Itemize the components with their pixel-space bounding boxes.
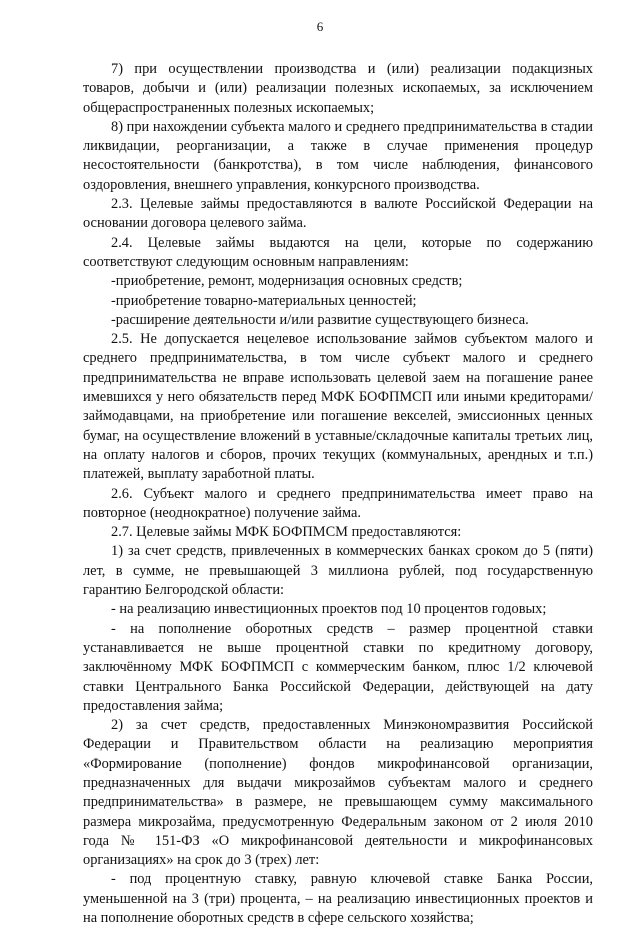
list-item-working-capital: - на пополнение оборотных средств – размер процентной ставки устанавливается не выше процентной ставки по кредитному договору, заключённому МФК БОФПМСП с коммерческим банком, плюс 1/2 ключевой ставки Центрального Банка Российской Федерации, действующей на дату предоставления займа; bbox=[83, 620, 593, 714]
list-item-inventory: -приобретение товарно-материальных ценностей; bbox=[111, 292, 417, 309]
list-item-investment-projects: - на реализацию инвестиционных проектов под 10 процентов годовых; bbox=[111, 601, 547, 618]
list-item-business-expansion: -расширение деятельности и/или развитие существующего бизнеса. bbox=[111, 311, 529, 328]
paragraph-item-7: 7) при осуществлении производства и (или) реализации подакцизных товаров, добычи и (или) реализации полезных ископаемых, за исключением общераспространенных полезных ископаемых; bbox=[83, 61, 593, 116]
paragraph-2-5: 2.5. Не допускается нецелевое использование займов субъектом малого и среднего предпринимательства, в том числе субъект малого и среднего предпринимательства не вправе использовать целевой заем на погашение ранее имевшихся у него обязательств перед МФК БОФПМСП или иными кредиторами/займодавцами, на приобретение или погашение векселей, эмиссионных ценных бумаг, на осуществление вложений в уставные/складочные капиталы третьих лиц, на оплату налогов и сборов, прочих текущих (коммунальных, арендных и т.п.) платежей, выплату заработной платы. bbox=[83, 331, 593, 483]
paragraph-2-6: 2.6. Субъект малого и среднего предпринимательства имеет право на повторное (неоднократное) получение займа. bbox=[83, 485, 593, 521]
list-item-agriculture-rate: - под процентную ставку, равную ключевой ставке Банка России, уменьшенной на 3 (три) процента, – на реализацию инвестиционных проектов и на пополнение оборотных средств в сфере сельского хозяйства; bbox=[83, 871, 593, 927]
paragraph-2-7-2: 2) за счет средств, предоставленных Минэкономразвития Российской Федерации и Правительством области на реализацию мероприятия «Формирование (пополнение) фондов микрофинансовой организации, предназначенных для выдачи микрозаймов субъектам малого и среднего предпринимательства» в размере, не превышающем сумму максимального размера микрозайма, предусмотренную Федеральным законом от 2 июля 2010 года № 151-ФЗ «О микрофинансовой деятельности и микрофинансовых организациях» на срок до 3 (трех) лет: bbox=[83, 717, 593, 869]
paragraph-2-7: 2.7. Целевые займы МФК БОФПМСМ предоставляются: bbox=[111, 524, 462, 541]
list-item-fixed-assets: -приобретение, ремонт, модернизация основных средств; bbox=[111, 273, 463, 290]
paragraph-2-4: 2.4. Целевые займы выдаются на цели, которые по содержанию соответствуют следующим основным направлениям: bbox=[83, 234, 593, 270]
document-body bbox=[83, 60, 593, 928]
page-number: 6 bbox=[316, 19, 324, 34]
paragraph-2-3: 2.3. Целевые займы предоставляются в валюте Российской Федерации на основании договора целевого займа. bbox=[83, 196, 593, 232]
paragraph-item-8: 8) при нахождении субъекта малого и среднего предпринимательства в стадии ликвидации, реорганизации, а также в случае применения процедур несостоятельности (банкротства), в том числе наблюдения, финансового оздоровления, внешнего управления, конкурсного производства. bbox=[83, 118, 593, 193]
paragraph-2-7-1: 1) за счет средств, привлеченных в коммерческих банках сроком до 5 (пяти) лет, в сумме, не превышающей 3 миллиона рублей, под государственную гарантию Белгородской области: bbox=[83, 543, 593, 599]
